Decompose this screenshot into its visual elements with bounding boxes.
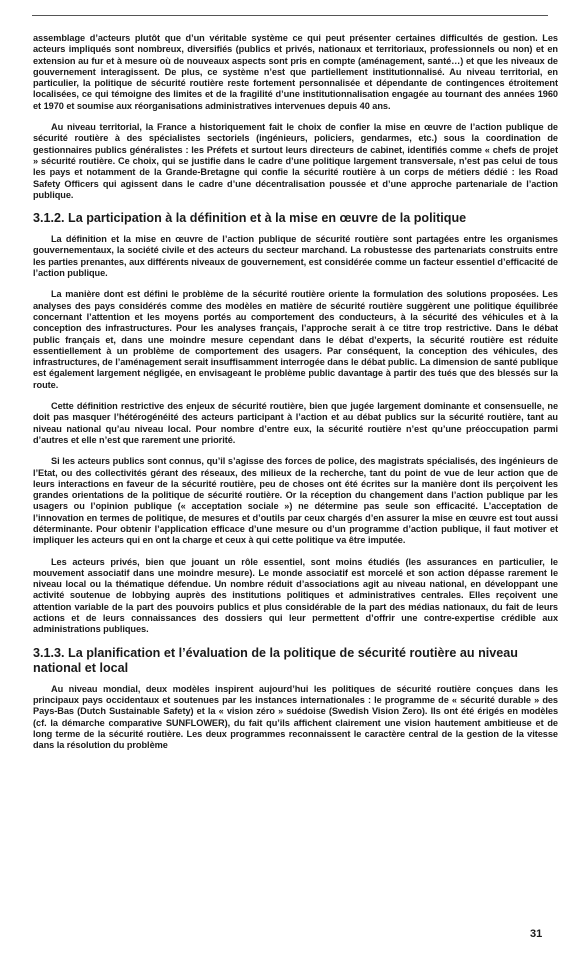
section-heading-3-1-2: 3.1.2. La participation à la définition et à la mise en œuvre de la politique bbox=[33, 211, 467, 226]
page-number: 31 bbox=[530, 928, 543, 940]
paragraph-definition-implementation: La définition et la mise en œuvre de l’action publique de sécurité routière sont partagées entre les organismes gouvernementaux, la société civile et des acteurs du secteur marchand. La robustesse des partenariats construits entre les parties prenantes, aux différents niveaux de gouvernement, est considérée comme un facteur essentiel d’efficacité de l’action publique. bbox=[33, 234, 558, 279]
paragraph-restrictive-definition: Cette définition restrictive des enjeux de sécurité routière, bien que jugée largement dominante et consensuelle, ne doit pas masquer l’hétérogénéité des acteurs participant à l’action et au débat publics sur la sécurité routière, tant au niveau national qu’au niveau local. Pour nombre d’entre eux, la sécurité routière n’est qu’une préoccupation parmi d’autres et elle n’est que rarement une priorité. bbox=[33, 401, 558, 445]
paragraph-world-models: Au niveau mondial, deux modèles inspirent aujourd’hui les politiques de sécurité routière conçues dans les principaux pays occidentaux et soutenues par les instances internationales : le programme de « sécurité durable » des Pays-Bas (Dutch Sustainable Safety) et la « vision zéro » suédoise (Swedish Vision Zero). Ils ont été érigés en modèles (cf. la démarche comparative SUNFLOWER), du fait qu’ils affichent clairement une vision hautement ambitieuse et de long terme de la sécurité routière. Les deux programmes reconnaissent le caractère central de la gestion de la vitesse dans la résolution du problème bbox=[33, 683, 558, 751]
header-rule bbox=[32, 15, 548, 16]
page-content bbox=[33, 33, 558, 761]
section-heading-3-1-3: 3.1.3. La planification et l’évaluation de la politique de sécurité routière au niveau national et local bbox=[33, 645, 518, 675]
paragraph-continuation: assemblage d’acteurs plutôt que d’un véritable système ce qui peut présenter certaines difficultés de gestion. Les acteurs impliqués sont nombreux, diversifiés (publics et privés, nationaux et territoriaux, professionnels ou non) et en extension au fur et à mesure où de nouveaux aspects sont pris en compte (aménagement, santé…) et que les niveaux de gouvernement interagissent. De plus, ce système n’est que partiellement institutionnalisé. Au niveau territorial, en particulier, la politique de sécurité routière reste fortement personnalisée et dépendante de contingences étroitement localisées, ce qui témoigne des limites et de la fragilité d’une institutionnalisation engagée au tournant des années 1960 et 1970 et soumise aux réorganisations administratives intervenues depuis 40 ans. bbox=[33, 33, 558, 111]
paragraph-public-actors: Si les acteurs publics sont connus, qu’il s’agisse des forces de police, des magistrats spécialisés, des ingénieurs de l’Etat, ou des collectivités gérant des réseaux, des milieux de la recherche, tant du point de vue de leur action que de leurs interactions en faveur de la sécurité routière, peu de choses ont été écrites sur la manière dont ils perçoivent les grandes orientations de la politique de sécurité routière. Or la réception du changement dans l’action publique par les usagers ou l’opinion publique (« acceptation sociale ») ne détermine pas seule son efficacité. L’acceptation de l’innovation en termes de politique, de mesures et d’outils par ceux chargés d’en assurer la mise en œuvre est tout aussi déterminante. Pour obtenir l’application efficace d’une mesure ou d’un programme d’action publique, il faut motiver et impliquer les acteurs qui en ont la charge et ceux à qui cette politique va être imputée. bbox=[33, 456, 558, 546]
paragraph-private-actors: Les acteurs privés, bien que jouant un rôle essentiel, sont moins étudiés (les assurances en particulier, le mouvement associatif dans une moindre mesure). Le monde associatif est morcelé et son action dépasse rarement le niveau local ou la thématique défendue. Un nombre réduit d’associations agit au niveau national, en développant une activité soutenue de lobbying auprès des institutions politiques et administratives centrales. Elles reçoivent une attention variable de la part des pouvoirs publics et plus considérable de la part des médias nationaux, du fait de leurs actions et de leurs connaissances des dossiers qui leur permettent d’offrir une contre-expertise crédible aux administrations publiques. bbox=[33, 556, 558, 635]
paragraph-problem-definition: La manière dont est défini le problème de la sécurité routière oriente la formulation des solutions proposées. Les analyses des pays considérés comme des modèles en matière de sécurité routière suggèrent une politique équilibrée concernant l’attention et les moyens portés au comportement des conducteurs, à la sécurité des véhicules et à la conception des infrastructures. Pour les analyses français, l’approche serait à ce titre trop restrictive. Dans le débat public français et, dans une moindre mesure cependant dans le débat d’experts, la sécurité routière est réduite essentiellement à un problème de comportement des usagers. Par conséquent, la conception des véhicules, des infrastructures, de l’aménagement serait insuffisamment interrogée dans le débat public. La dimension de santé publique est également largement négligée, en envisageant le problème public davantage à partir des tués que des blessés sur la route. bbox=[33, 289, 559, 390]
paragraph-territorial-level: Au niveau territorial, la France a historiquement fait le choix de confier la mise en œuvre de l’action publique de sécurité routière à des spécialistes sectoriels (ingénieurs, policiers, gendarmes, etc.) sous la coordination de gestionnaires publics généralistes : les Préfets et surtout leurs directeurs de cabinet, identifiés comme « chefs de projet » sécurité routière. Ce choix, qui se justifie dans le cadre d’une politique largement transversale, n’est pas celui de tous les pays et notamment de la Grande-Bretagne qui confie la sécurité routière à un corps de métiers dédié : les Road Safety Officers qui agissent dans le cadre d’une décentralisation poussée et d’une approche partenariale de l’action publique. bbox=[33, 122, 558, 200]
